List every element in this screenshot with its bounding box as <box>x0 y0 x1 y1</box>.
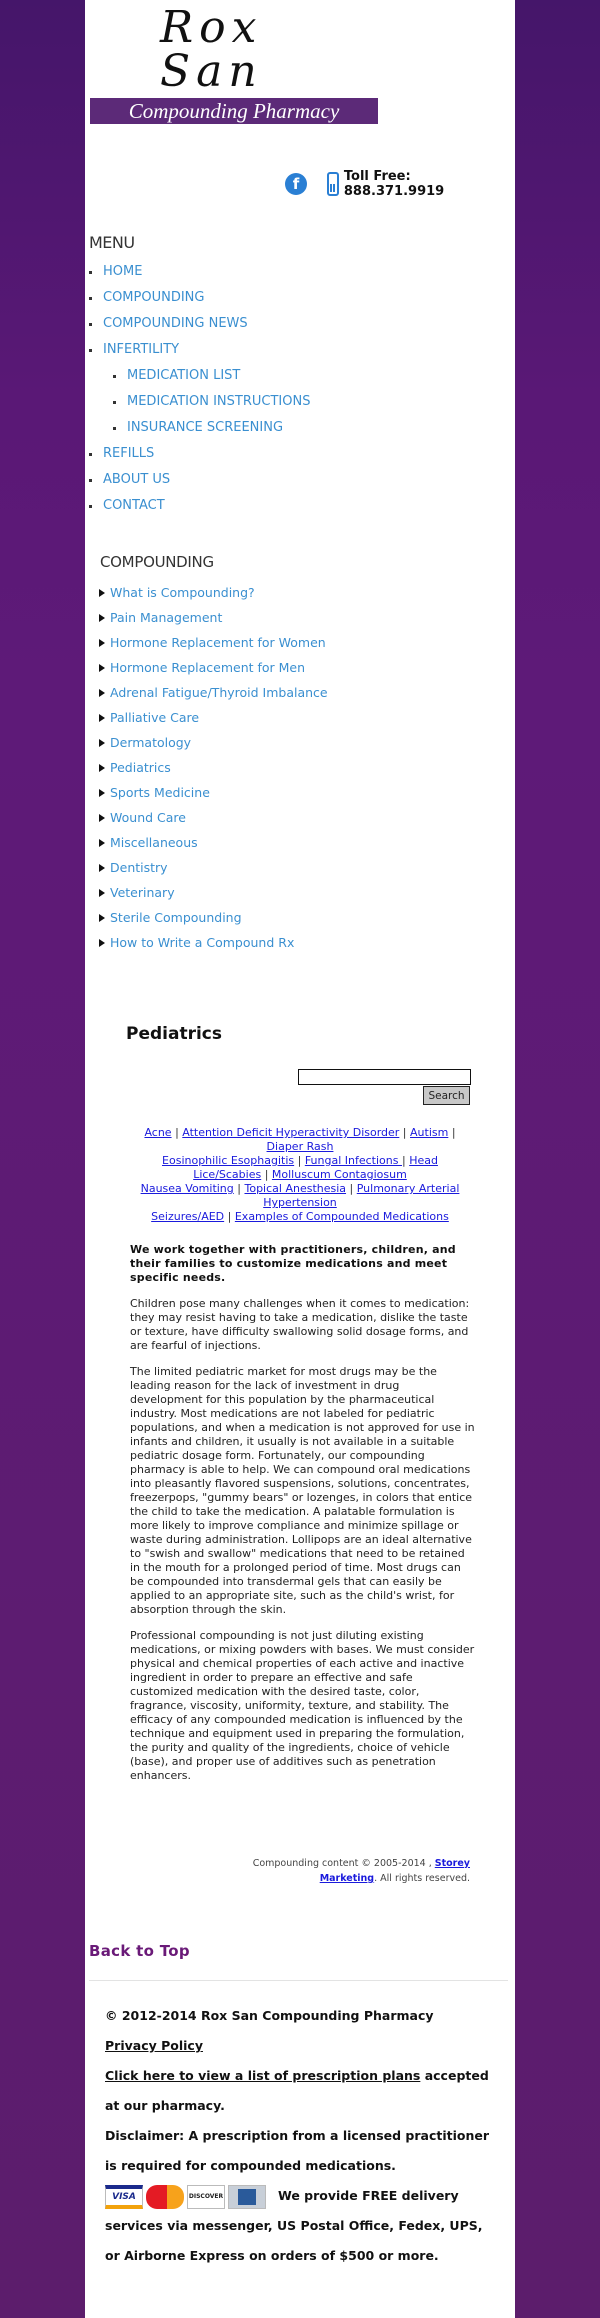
menu-item-about-us[interactable] <box>89 470 310 496</box>
menu-link[interactable]: ABOUT US <box>103 472 171 487</box>
bullet-icon <box>89 453 92 456</box>
triangle-right-icon <box>99 764 105 772</box>
triangle-right-icon <box>99 839 105 847</box>
compounding-item[interactable] <box>99 657 328 682</box>
delivery-text: We provide FREE delivery services via messenger, US Postal Office, Fedex, UPS, or Airborne Express on orders of $500 or more. <box>105 2188 483 2263</box>
payment-cards <box>105 2185 266 2209</box>
topic-links: Acne | Attention Deficit Hyperactivity Disorder | Autism | Diaper Rash Eosinophilic Esophagitis | Fungal Infections | Head Lice/Scabies | Molluscum Contagiosum Nausea Vomiting | Topical Anesthesia | Pulmonary Arterial Hypertension Seizures/AED | Examples of Compounded Medications <box>140 1126 460 1223</box>
menu-item-medication-instructions[interactable] <box>89 392 310 418</box>
content-credit <box>235 1856 470 1886</box>
menu-link[interactable]: COMPOUNDING NEWS <box>103 316 248 331</box>
triangle-right-icon <box>99 814 105 822</box>
compounding-item[interactable] <box>99 932 328 957</box>
footer-divider <box>89 1980 508 1981</box>
separator: | <box>171 1126 183 1139</box>
topic-link-molluscum[interactable]: Molluscum Contagiosum <box>271 1168 407 1181</box>
compounding-link[interactable]: Veterinary <box>110 884 175 900</box>
phone-icon <box>327 172 339 196</box>
disclaimer: Disclaimer: A prescription from a licensed practitioner is required for compounded medications. <box>105 2128 490 2173</box>
compounding-link[interactable]: Dentistry <box>110 859 168 875</box>
back-to-top-link[interactable]: Back to Top <box>89 1942 190 1960</box>
menu-link[interactable]: INSURANCE SCREENING <box>127 420 284 435</box>
logo[interactable] <box>90 0 380 128</box>
topic-link-fungal-infections[interactable]: Fungal Infections <box>304 1154 402 1167</box>
credit-prefix: Compounding content © 2005-2014 , <box>252 1858 435 1869</box>
compounding-item[interactable] <box>99 732 328 757</box>
plans-suffix: accepted at our pharmacy. <box>105 2068 489 2113</box>
topic-link-topical-anesthesia[interactable]: Topical Anesthesia <box>244 1182 347 1195</box>
compounding-item[interactable] <box>99 832 328 857</box>
bullet-icon <box>89 323 92 326</box>
triangle-right-icon <box>99 639 105 647</box>
compounding-link[interactable]: Hormone Replacement for Women <box>110 634 326 650</box>
bullet-icon <box>89 505 92 508</box>
menu-link[interactable]: INFERTILITY <box>103 342 180 357</box>
bullet-icon <box>89 297 92 300</box>
menu-item-home[interactable] <box>89 262 310 288</box>
compounding-item[interactable] <box>99 682 328 707</box>
menu-item-contact[interactable] <box>89 496 310 522</box>
article-lead: We work together with practitioners, children, and their families to customize medications and meet specific needs. <box>130 1243 456 1284</box>
compounding-item[interactable] <box>99 632 328 657</box>
separator: | <box>261 1168 272 1181</box>
credit-suffix: . All rights reserved. <box>374 1873 470 1884</box>
triangle-right-icon <box>99 939 105 947</box>
compounding-item[interactable] <box>99 907 328 932</box>
bullet-icon <box>113 375 116 378</box>
topic-link-eosinophilic-esophagitis[interactable]: Eosinophilic Esophagitis <box>162 1154 295 1167</box>
topic-link-pulmonary-hypertension[interactable]: Pulmonary Arterial Hypertension <box>263 1182 460 1209</box>
bullet-icon <box>89 271 92 274</box>
separator: | <box>399 1126 411 1139</box>
compounding-link[interactable]: What is Compounding? <box>110 584 255 600</box>
compounding-link[interactable]: Pain Management <box>110 609 223 625</box>
footer <box>105 2001 500 2271</box>
bullet-icon <box>113 401 116 404</box>
american-express-icon <box>228 2185 266 2209</box>
triangle-right-icon <box>99 914 105 922</box>
separator: | <box>294 1154 305 1167</box>
triangle-right-icon <box>99 789 105 797</box>
triangle-right-icon <box>99 889 105 897</box>
bullet-icon <box>89 479 92 482</box>
article-body <box>130 1243 475 1795</box>
separator: | <box>401 1154 410 1167</box>
separator: | <box>346 1182 357 1195</box>
main-menu <box>89 262 310 522</box>
copyright: © 2012-2014 Rox San Compounding Pharmacy <box>105 2008 434 2023</box>
menu-link[interactable]: CONTACT <box>103 498 165 513</box>
topic-link-examples[interactable]: Examples of Compounded Medications <box>234 1210 449 1223</box>
triangle-right-icon <box>99 689 105 697</box>
compounding-link[interactable]: Hormone Replacement for Men <box>110 659 306 675</box>
compounding-link[interactable]: Pediatrics <box>110 759 171 775</box>
menu-item-infertility[interactable] <box>89 340 310 366</box>
compounding-link[interactable]: Dermatology <box>110 734 192 750</box>
triangle-right-icon <box>99 664 105 672</box>
compounding-link[interactable]: Adrenal Fatigue/Thyroid Imbalance <box>110 684 328 700</box>
article-paragraph: The limited pediatric market for most drugs may be the leading reason for the lack of investment in drug development for this population by the pharmaceutical industry. Most medications are not labeled for pediatric populations, and when a medication is not approved for use in infants and children, it usually is not available in a suitable pediatric dosage form. Fortunately, our compounding pharmacy is able to help. We can compound oral medications into pleasantly flavored suspensions, solutions, concentrates, freezerpops, "gummy bears" or lozenges, in colors that entice the child to take the medication. A palatable formulation is more likely to improve compliance and minimize spillage or waste during administration. Lollipops are an ideal alternative to "swish and swallow" medications that need to be retained in the mouth for a prolonged period of time. Most drugs can be compounded into transdermal gels that can easily be applied to an appropriate site, such as the child's wrist, for absorption through the skin. <box>130 1365 475 1616</box>
article-paragraph: Professional compounding is not just diluting existing medications, or mixing powders with bases. We must consider physical and chemical properties of each active and inactive ingredient in order to prepare an effective and safe customized medication with the desired taste, color, fragrance, viscosity, uniformity, texture, and stability. The efficacy of any compounded medication is influenced by the technique and equipment used in preparing the formulation, the purity and quality of the ingredients, choice of vehicle (base), and proper use of additives such as penetration enhancers. <box>130 1629 475 1782</box>
separator: | <box>224 1210 235 1223</box>
page-container <box>85 0 515 2318</box>
compounding-item[interactable] <box>99 757 328 782</box>
triangle-right-icon <box>99 589 105 597</box>
menu-link[interactable]: REFILLS <box>103 446 155 461</box>
topic-link-adhd[interactable]: Attention Deficit Hyperactivity Disorder <box>182 1126 400 1139</box>
mastercard-icon <box>146 2185 184 2209</box>
topic-link-acne[interactable]: Acne <box>144 1126 172 1139</box>
logo-tagline: Compounding Pharmacy <box>90 98 378 124</box>
compounding-item[interactable] <box>99 807 328 832</box>
menu-item-compounding-news[interactable] <box>89 314 310 340</box>
discover-icon: DISCOVER <box>187 2185 225 2209</box>
toll-free-number: Toll Free: 888.371.9919 <box>343 169 445 199</box>
topic-link-head-lice[interactable]: Head Lice/Scabies <box>193 1154 438 1181</box>
delivery-row <box>105 2181 500 2271</box>
contact-row <box>285 169 515 199</box>
topic-link-nausea-vomiting[interactable]: Nausea Vomiting <box>140 1182 234 1195</box>
menu-item-medication-list[interactable] <box>89 366 310 392</box>
search-button[interactable]: Search <box>423 1086 470 1105</box>
compounding-item[interactable] <box>99 857 328 882</box>
menu-link[interactable]: COMPOUNDING <box>103 290 205 305</box>
facebook-icon[interactable]: f <box>285 173 307 195</box>
bullet-icon <box>113 427 116 430</box>
menu-item-insurance-screening[interactable] <box>89 418 310 444</box>
triangle-right-icon <box>99 714 105 722</box>
menu-title: MENU <box>89 233 135 252</box>
compounding-link[interactable]: Wound Care <box>110 809 186 825</box>
menu-link[interactable]: MEDICATION LIST <box>127 368 241 383</box>
triangle-right-icon <box>99 739 105 747</box>
visa-icon: VISA <box>105 2185 143 2209</box>
compounding-item[interactable] <box>99 707 328 732</box>
menu-item-refills[interactable] <box>89 444 310 470</box>
compounding-section-title: COMPOUNDING <box>100 553 214 571</box>
prescription-plans-link[interactable]: Click here to view a list of prescription plans <box>105 2068 421 2083</box>
logo-text-rox: Rox <box>160 2 263 53</box>
search-input[interactable] <box>298 1069 471 1085</box>
topic-link-autism[interactable]: Autism <box>410 1126 449 1139</box>
privacy-policy-link[interactable]: Privacy Policy <box>105 2038 203 2053</box>
compounding-item[interactable] <box>99 882 328 907</box>
menu-link[interactable]: HOME <box>103 264 143 279</box>
plans-text <box>105 2061 500 2121</box>
storey-marketing-link[interactable]: Storey Marketing <box>319 1858 470 1884</box>
menu-item-compounding[interactable] <box>89 288 310 314</box>
compounding-link[interactable]: Palliative Care <box>110 709 200 725</box>
topic-link-seizures[interactable]: Seizures/AED <box>151 1210 225 1223</box>
triangle-right-icon <box>99 614 105 622</box>
topic-link-diaper-rash[interactable]: Diaper Rash <box>266 1140 334 1153</box>
page-title: Pediatrics <box>126 1024 222 1044</box>
logo-text-san: San <box>160 46 263 97</box>
compounding-item[interactable] <box>99 782 328 807</box>
compounding-item[interactable] <box>99 607 328 632</box>
article-paragraph: Children pose many challenges when it comes to medication: they may resist having to take a medication, dislike the taste or texture, have difficulty swallowing solid dosage forms, and are fearful of injections. <box>130 1297 470 1352</box>
compounding-link[interactable]: Sterile Compounding <box>110 909 242 925</box>
compounding-link[interactable]: Miscellaneous <box>110 834 198 850</box>
separator: | <box>233 1182 245 1195</box>
compounding-list <box>99 582 328 957</box>
compounding-link[interactable]: Sports Medicine <box>110 784 210 800</box>
compounding-item[interactable] <box>99 582 328 607</box>
compounding-link[interactable]: How to Write a Compound Rx <box>110 934 295 950</box>
bullet-icon <box>89 349 92 352</box>
triangle-right-icon <box>99 864 105 872</box>
menu-link[interactable]: MEDICATION INSTRUCTIONS <box>127 394 311 409</box>
